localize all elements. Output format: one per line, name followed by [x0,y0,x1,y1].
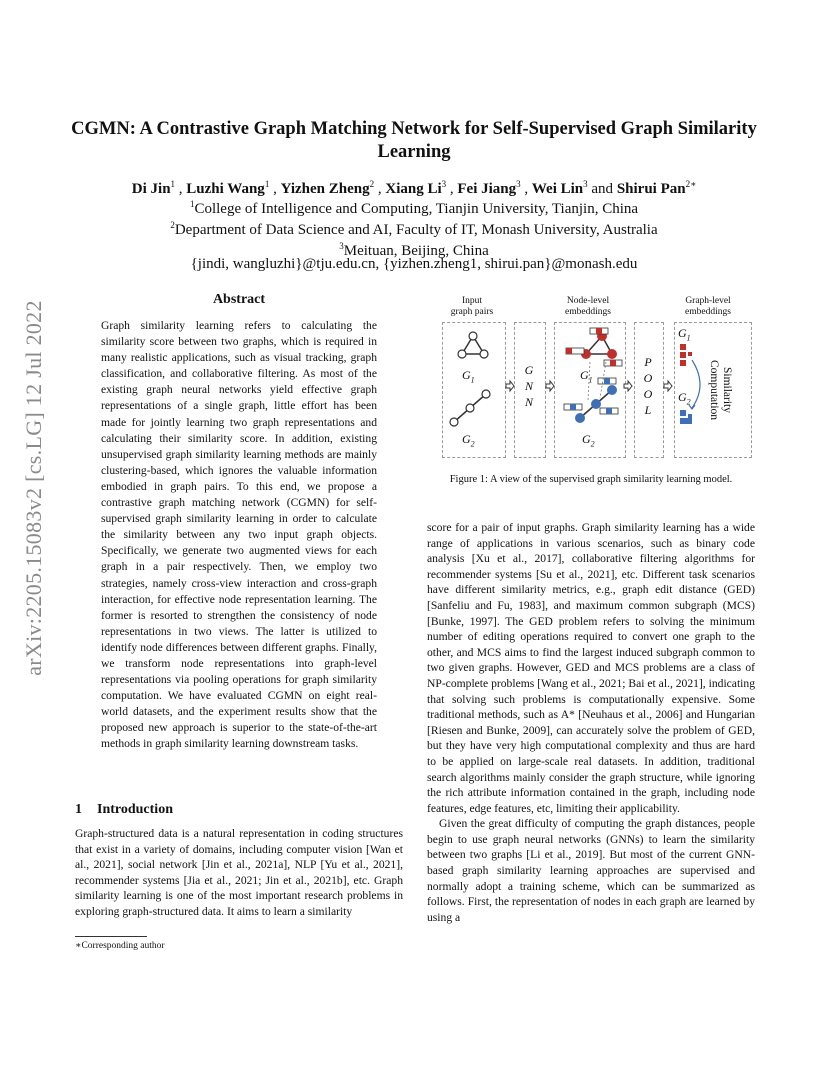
author: Di Jin [131,181,171,197]
g2-label [462,432,475,448]
pool-letter: L [644,403,652,417]
author: Fei Jiang [457,181,517,197]
node-g1-label [580,368,593,384]
arxiv-id: arXiv:2205.15083v2 [cs.LG] 12 Jul 2022 [21,300,46,676]
g1-sub: 1 [686,333,691,343]
gnn-letter: G [524,363,534,377]
author: Luzhi Wang [186,181,265,197]
node-g2-label [582,432,595,448]
footnote: ∗Corresponding author [75,941,165,951]
g1-symbol: G [580,368,589,382]
authors-and: and [591,181,614,197]
intro-paragraph: Graph-structured data is a natural representation in coding structures that exist in a variety of domains, including computer vision [Wan et al., 2021], social network [Jin et al., 2021a], NLP [Yu et al., 2021], recommender systems [Jia et al., 2021; Jin et al., 2021b], etc. Graph similarity learning is one of the most important research problems in exploring graph-structured data. It aims to learn a similarity [75,827,403,918]
pool-letter: O [643,371,653,385]
author-sup: 2∗ [685,179,697,189]
g2-sub: 2 [590,439,595,449]
figure-caption: Figure 1: A view of the supervised graph similarity learning model. [449,474,733,485]
author: Yizhen Zheng [280,181,370,197]
affil-sup: 2 [170,220,175,230]
author-sup: 2 [369,179,375,189]
author-list: Di Jin$^1$ , Luzhi Wang$^1$ , Yizhen Zheng$^2$ , Xiang Li$^3$ , Fei Jiang$^3$ , Wei Lin$^3$ and Shirui Pan$^{2∗}$ [131,179,697,197]
section-title: Introduction [97,802,173,817]
author-sup: 3 [583,179,588,189]
pool-letter: O [643,387,653,401]
author-sup: 1 [264,179,270,189]
graph-g1-label [678,326,691,342]
fig-label-node: Node-level embeddings [565,296,611,317]
affil-text: Meituan, Beijing, China [343,243,489,259]
g1-sub: 1 [588,375,593,385]
node-graph-1 [566,328,622,366]
similarity-label: Similarity Computation [708,359,733,421]
affil-text: College of Intelligence and Computing, Tianjin University, Tianjin, China [194,201,639,217]
g1-sub: 1 [470,375,475,385]
g2-symbol: G [462,432,471,446]
g2-sub: 2 [686,397,691,407]
abstract-heading: Abstract [212,292,266,307]
g1-label [462,368,475,384]
pool-letter: P [644,355,652,369]
paper-title: CGMN: A Contrastive Graph Matching Network for Self-Supervised Graph Similarity Learning [71,119,757,162]
arxiv-sidebar [14,298,54,678]
input-graph-1 [458,332,488,358]
g2-symbol: G [678,390,687,404]
author-sup: 3 [441,179,447,189]
similarity-label-wrap [700,340,740,440]
affil-sup: 1 [189,199,195,209]
paragraph: Given the great difficulty of computing the graph distances, people begin to use graph neural networks (GNNs) to learn the similarity between two graphs [Li et al., 2019]. But most of the current GNN-based graph similarity learning approaches are supervised and normally adopt a training scheme, which can be summarized as follows. First, the representation of nodes in each graph are learned by using a [427,817,755,924]
author-sup: 3 [516,179,521,189]
graph-embeddings [680,344,700,424]
paragraph: score for a pair of input graphs. Graph similarity learning has a wide range of applications in various scenarios, such as binary code analysis [Xu et al., 2017], collaborative filtering algorithms for recommender systems [Su et al., 2021], etc. Different task scenarios have different similarity metrics, e.g., graph edit distance (GED) [Sanfeliu and Fu, 1983], and maximum common subgraph (MCS) [Bunke, 1997]. The GED problem refers to solving the minimum number of editing operations required to convert one graph to the other, and MCS aims to find the largest induced subgraph common to two given graphs. However, GED and MCS problems are a class of NP-complete problems [Wang et al., 2021; Bai et al., 2021], indicating that solving such problems is computationally expensive. Some traditional methods, such as A* [Neuhaus et al., 2006] and Hungarian [Riesen and Bunke, 2009], can accurately solve the problem of GED, but they have very high computational complexity and thus are hard to be applied on large-scale real datasets. In addition, traditional search algorithms mainly consider the graph structure, while ignoring the rich attribute information contained in the graph, including node features, edge features, etc, limiting their applicability. [427,521,755,815]
fig-label-input: Input graph pairs [450,296,494,317]
section-heading [75,802,403,818]
author: Shirui Pan [616,181,686,197]
gnn-letter: N [524,379,533,393]
author-sup: 1 [170,179,176,189]
abstract-body: Graph similarity learning refers to calculating the similarity score between two graphs, which is required in many realistic applications, such as visual tracking, graph classification, and collaborative filtering. As most of the existing graph neural networks yield effective graph representations of a single graph, little effort has been made for jointly learning two graph representations and calculating their similarity score. In addition, existing unsupervised graph similarity learning methods are mainly clustering-based, which ignores the valuable information embodied in graph pairs. To this end, we propose a contrastive graph matching network (CGMN) for self-supervised graph similarity learning in order to calculate the similarity between any two input graph objects. Specifically, we generate two augmented views for each graph in a pair respectively. Then, we employ two strategies, namely cross-view interaction and cross-graph interaction, for effective node representation learning. The former is resorted to strengthen the consistency of node representations in two views. The latter is utilized to identify node differences between different graphs. Finally, we transform node representations into graph-level representations via pooling operations for graph similarity computation. We have evaluated CGMN on eight real-world datasets, and the experiment results show that the proposed new approach is superior to the state-of-the-art methods in graph similarity learning downstream tasks. [101,319,377,751]
graph-g2-label [678,390,691,406]
author: Wei Lin [531,181,584,197]
g2-sub: 2 [470,439,475,449]
g1-symbol: G [462,368,471,382]
gnn-letter: N [524,395,533,409]
right-column [427,520,755,925]
affil-sup: 3 [339,241,344,251]
footnote-rule [75,936,147,937]
fig-label-graph: Graph-level embeddings [685,296,731,317]
figure-1 [440,290,755,460]
affil-text: Department of Data Science and AI, Faculty of IT, Monash University, Australia [174,222,658,238]
input-graph-2 [450,390,490,426]
g2-symbol: G [582,432,591,446]
author: Xiang Li [385,181,442,197]
section-number: 1 [75,802,82,817]
g1-symbol: G [678,326,687,340]
author-emails: {jindi, wangluzhi}@tju.edu.cn, {yizhen.zheng1, shirui.pan}@monash.edu [190,256,638,272]
